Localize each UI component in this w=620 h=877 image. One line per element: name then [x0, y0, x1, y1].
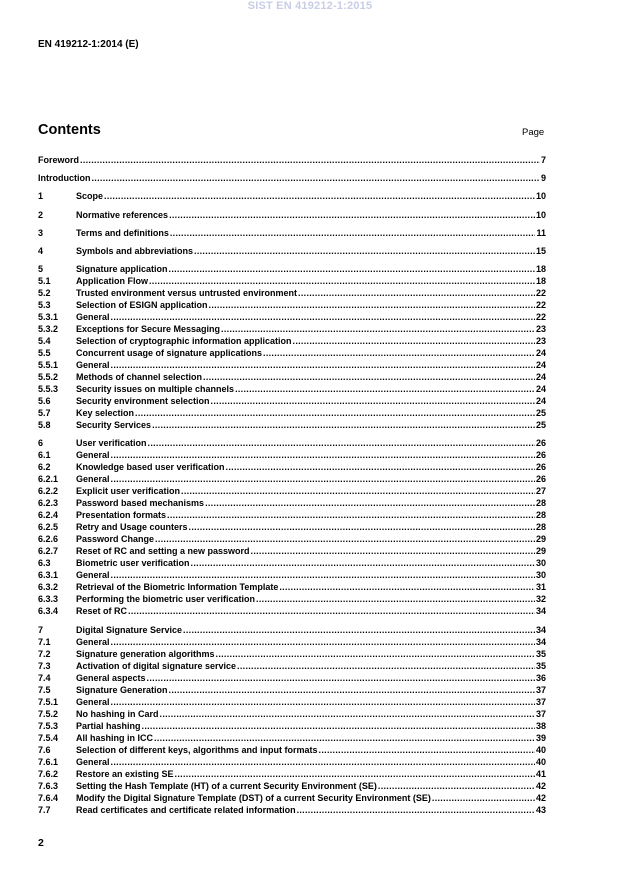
toc-entry-title: Selection of different keys, algorithms and input formats — [76, 744, 318, 755]
toc-entry-title: Partial hashing — [76, 720, 141, 731]
toc-entry[interactable] — [38, 462, 546, 474]
toc-entry-page: 10 — [535, 209, 546, 220]
toc-entry-title: Signature generation algorithms — [76, 648, 215, 659]
toc-entry-number: 4 — [38, 245, 44, 256]
toc-entry[interactable] — [38, 685, 546, 697]
toc-leader-dots — [226, 462, 535, 474]
toc-entry-page: 29 — [535, 546, 546, 557]
toc-entry-page: 25 — [535, 408, 546, 419]
toc-entry-number: 6.2.1 — [38, 474, 59, 485]
toc-entry[interactable] — [38, 300, 546, 312]
toc-entry-number: 5.5.3 — [38, 384, 59, 395]
toc-leader-dots — [279, 582, 535, 594]
toc-entry-title: Selection of ESIGN application — [76, 300, 208, 311]
toc-entry-title: General — [76, 636, 110, 647]
toc-leader-dots — [263, 348, 535, 360]
toc-entry-title: Key selection — [76, 408, 135, 419]
toc-entry-page: 24 — [535, 372, 546, 383]
toc-leader-dots — [183, 625, 535, 637]
toc-entry[interactable] — [38, 474, 546, 486]
toc-entry-number: 7.5.4 — [38, 732, 59, 743]
toc-entry-number: 2 — [38, 209, 44, 220]
toc-entry[interactable] — [38, 793, 546, 805]
toc-entry[interactable] — [38, 312, 546, 324]
toc-entry[interactable] — [38, 510, 546, 522]
toc-entry-number: 6.2.2 — [38, 486, 59, 497]
toc-entry-title: Read certificates and certificate related information — [76, 804, 296, 815]
toc-entry-page: 11 — [536, 227, 546, 238]
toc-entry[interactable] — [38, 396, 546, 408]
toc-entry-page: 26 — [535, 462, 546, 473]
toc-leader-dots — [235, 384, 535, 396]
toc-leader-dots — [142, 721, 535, 733]
toc-leader-dots — [216, 649, 535, 661]
toc-entry-title: Retrieval of the Biometric Information Template — [76, 582, 279, 593]
toc-entry-page: 10 — [535, 191, 546, 202]
toc-entry-number: 7.1 — [38, 636, 51, 647]
toc-leader-dots — [160, 709, 535, 721]
toc-entry-number: 5.5.1 — [38, 360, 59, 371]
toc-entry-title: General — [76, 450, 110, 461]
toc-leader-dots — [169, 210, 535, 222]
toc-leader-dots — [169, 264, 535, 276]
toc-entry-title: Modify the Digital Signature Template (DST) of a current Security Environment (SE) — [76, 792, 431, 803]
toc-entry[interactable] — [38, 733, 546, 745]
toc-entry-number: 5.3.1 — [38, 312, 59, 323]
toc-leader-dots — [256, 594, 535, 606]
toc-entry[interactable] — [38, 486, 546, 498]
toc-entry-title: Security environment selection — [76, 396, 210, 407]
toc-leader-dots — [319, 745, 535, 757]
table-of-contents — [38, 155, 546, 817]
toc-entry-title: All hashing in ICC — [76, 732, 154, 743]
toc-entry-number: 7.4 — [38, 672, 51, 683]
toc-entry-page: 24 — [535, 396, 546, 407]
toc-entry[interactable] — [38, 769, 546, 781]
toc-entry-number: 7 — [38, 624, 44, 635]
toc-entry-page: 23 — [535, 336, 546, 347]
toc-leader-dots — [167, 510, 535, 522]
toc-entry-number: 6.1 — [38, 450, 51, 461]
toc-entry-title: Explicit user verification — [76, 486, 181, 497]
toc-entry-number: 7.7 — [38, 804, 51, 815]
toc-entry-number: 6.2.6 — [38, 534, 59, 545]
toc-entry-page: 18 — [535, 264, 546, 275]
toc-entry-title: Signature Generation — [76, 684, 168, 695]
toc-entry[interactable] — [38, 570, 546, 582]
toc-entry-page: 37 — [535, 684, 546, 695]
toc-entry-title: Terms and definitions — [76, 227, 169, 238]
toc-entry-title: User verification — [76, 438, 147, 449]
toc-entry-number: 6.3 — [38, 558, 51, 569]
toc-entry-title: General — [76, 696, 110, 707]
toc-entry-page: 9 — [540, 173, 546, 184]
toc-entry-page: 24 — [535, 348, 546, 359]
toc-entry-title: Methods of channel selection — [76, 372, 203, 383]
toc-leader-dots — [155, 534, 535, 546]
toc-entry-page: 34 — [535, 636, 546, 647]
toc-entry-number: 5.6 — [38, 396, 51, 407]
toc-entry[interactable] — [38, 606, 546, 618]
toc-entry-number: 1 — [38, 191, 44, 202]
toc-entry-page: 28 — [535, 522, 546, 533]
toc-entry[interactable] — [38, 191, 546, 203]
toc-entry-page: 42 — [535, 780, 546, 791]
toc-entry-number: 7.6.1 — [38, 756, 59, 767]
toc-leader-dots — [237, 661, 535, 673]
toc-entry[interactable] — [38, 745, 546, 757]
toc-leader-dots — [209, 300, 535, 312]
toc-entry-title: Biometric user verification — [76, 558, 190, 569]
toc-entry-number: 7.5 — [38, 684, 51, 695]
toc-entry[interactable] — [38, 173, 546, 185]
toc-entry-number: 7.5.3 — [38, 720, 59, 731]
toc-entry-title: Reset of RC — [76, 606, 128, 617]
toc-leader-dots — [154, 733, 535, 745]
toc-entry-title: Signature application — [76, 264, 168, 275]
toc-entry-title: General — [76, 312, 110, 323]
toc-entry-title: Knowledge based user verification — [76, 462, 225, 473]
toc-leader-dots — [80, 155, 540, 167]
toc-leader-dots — [221, 324, 535, 336]
toc-entry-page: 28 — [535, 498, 546, 509]
toc-entry[interactable] — [38, 264, 546, 276]
page-number: 2 — [38, 837, 44, 849]
toc-entry-title: Activation of digital signature service — [76, 660, 237, 671]
toc-entry[interactable] — [38, 384, 546, 396]
toc-entry-title: Concurrent usage of signature applications — [76, 348, 263, 359]
toc-entry[interactable] — [38, 276, 546, 288]
toc-entry-page: 42 — [535, 792, 546, 803]
toc-entry-number: 5.5.2 — [38, 372, 59, 383]
toc-entry-page: 41 — [535, 768, 546, 779]
toc-entry-page: 24 — [535, 360, 546, 371]
toc-leader-dots — [297, 805, 535, 817]
toc-leader-dots — [169, 685, 535, 697]
toc-leader-dots — [135, 408, 535, 420]
toc-entry[interactable] — [38, 324, 546, 336]
toc-entry[interactable] — [38, 649, 546, 661]
toc-entry[interactable] — [38, 625, 546, 637]
toc-entry-page: 26 — [535, 438, 546, 449]
toc-entry-number: 3 — [38, 227, 44, 238]
toc-entry-page: 32 — [535, 594, 546, 605]
toc-entry-number: 7.2 — [38, 648, 51, 659]
toc-entry-page: 37 — [535, 696, 546, 707]
toc-entry-title: General aspects — [76, 672, 146, 683]
toc-entry-number: 5.3.2 — [38, 324, 59, 335]
toc-entry-page: 27 — [535, 486, 546, 497]
toc-leader-dots — [211, 396, 535, 408]
toc-entry-number: 6.3.3 — [38, 594, 59, 605]
toc-entry-number: 5.3 — [38, 300, 51, 311]
toc-entry-page: 29 — [535, 534, 546, 545]
toc-entry-number: 5 — [38, 264, 44, 275]
toc-entry[interactable] — [38, 805, 546, 817]
toc-entry[interactable] — [38, 450, 546, 462]
toc-entry-title: Restore an existing SE — [76, 768, 174, 779]
toc-entry-title: Selection of cryptographic information application — [76, 336, 292, 347]
toc-leader-dots — [128, 606, 535, 618]
toc-entry-number: 5.8 — [38, 420, 51, 431]
toc-entry-page: 30 — [535, 558, 546, 569]
toc-entry-page: 43 — [535, 804, 546, 815]
document-id: EN 419212-1:2014 (E) — [38, 39, 139, 50]
toc-leader-dots — [205, 498, 535, 510]
toc-entry[interactable] — [38, 288, 546, 300]
toc-entry-title: Retry and Usage counters — [76, 522, 188, 533]
toc-leader-dots — [111, 312, 535, 324]
toc-entry[interactable] — [38, 228, 546, 240]
toc-entry-title: Scope — [76, 191, 104, 202]
toc-entry-page: 26 — [535, 450, 546, 461]
toc-leader-dots — [203, 372, 535, 384]
toc-leader-dots — [298, 288, 535, 300]
toc-entry[interactable] — [38, 246, 546, 258]
toc-leader-dots — [111, 570, 535, 582]
toc-entry[interactable] — [38, 336, 546, 348]
toc-entry-number: 5.1 — [38, 276, 51, 287]
toc-entry[interactable] — [38, 594, 546, 606]
toc-leader-dots — [175, 769, 535, 781]
toc-entry-page: 22 — [535, 288, 546, 299]
toc-entry-page: 26 — [535, 474, 546, 485]
toc-entry[interactable] — [38, 522, 546, 534]
toc-leader-dots — [111, 474, 535, 486]
toc-entry-title: Introduction — [38, 173, 91, 184]
toc-leader-dots — [104, 191, 535, 203]
toc-entry[interactable] — [38, 757, 546, 769]
toc-leader-dots — [189, 522, 535, 534]
toc-entry[interactable] — [38, 360, 546, 372]
toc-entry-number: 7.5.2 — [38, 708, 59, 719]
toc-entry-number: 5.2 — [38, 288, 51, 299]
toc-entry[interactable] — [38, 210, 546, 222]
toc-entry-number: 7.3 — [38, 660, 51, 671]
toc-entry-number: 6.3.1 — [38, 570, 59, 581]
toc-entry-page: 23 — [535, 324, 546, 335]
toc-entry[interactable] — [38, 408, 546, 420]
toc-entry[interactable] — [38, 697, 546, 709]
toc-leader-dots — [111, 697, 535, 709]
toc-entry[interactable] — [38, 721, 546, 733]
page-column-label: Page — [522, 127, 545, 138]
toc-entry-page: 40 — [535, 756, 546, 767]
toc-entry-number: 6 — [38, 438, 44, 449]
toc-leader-dots — [111, 360, 535, 372]
toc-entry-number: 7.6.3 — [38, 780, 59, 791]
toc-leader-dots — [181, 486, 535, 498]
toc-entry-title: Trusted environment versus untrusted environment — [76, 288, 298, 299]
toc-entry-number: 7.6.2 — [38, 768, 59, 779]
toc-entry-title: Password based mechanisms — [76, 498, 205, 509]
toc-leader-dots — [378, 781, 535, 793]
toc-entry-page: 35 — [535, 660, 546, 671]
toc-entry[interactable] — [38, 709, 546, 721]
toc-entry-page: 40 — [535, 744, 546, 755]
toc-entry-title: Presentation formats — [76, 510, 167, 521]
toc-leader-dots — [191, 558, 535, 570]
toc-entry-title: Security Services — [76, 420, 152, 431]
toc-entry-number: 5.4 — [38, 336, 51, 347]
toc-entry-number: 6.2 — [38, 462, 51, 473]
toc-entry-number: 6.3.2 — [38, 582, 59, 593]
toc-entry-page: 15 — [535, 245, 546, 256]
toc-entry[interactable] — [38, 661, 546, 673]
toc-entry[interactable] — [38, 546, 546, 558]
toc-entry[interactable] — [38, 637, 546, 649]
toc-leader-dots — [251, 546, 535, 558]
toc-entry[interactable] — [38, 438, 546, 450]
toc-entry[interactable] — [38, 348, 546, 360]
contents-title: Contents — [38, 122, 101, 138]
toc-entry-page: 36 — [535, 672, 546, 683]
toc-leader-dots — [111, 757, 535, 769]
toc-entry-title: Foreword — [38, 155, 80, 165]
toc-entry[interactable] — [38, 781, 546, 793]
toc-entry[interactable] — [38, 420, 546, 432]
toc-leader-dots — [111, 637, 535, 649]
toc-leader-dots — [170, 228, 536, 240]
toc-entry-title: Setting the Hash Template (HT) of a current Security Environment (SE) — [76, 780, 377, 791]
toc-leader-dots — [148, 438, 535, 450]
watermark: SIST EN 419212-1:2015 — [247, 0, 373, 12]
toc-entry-number: 6.2.7 — [38, 546, 59, 557]
toc-entry-number: 7.6 — [38, 744, 51, 755]
toc-entry-page: 28 — [535, 510, 546, 521]
toc-entry-page: 39 — [535, 732, 546, 743]
toc-entry-page: 30 — [535, 570, 546, 581]
toc-entry-number: 5.5 — [38, 348, 51, 359]
toc-entry-title: Reset of RC and setting a new password — [76, 546, 250, 557]
toc-entry-title: Performing the biometric user verification — [76, 594, 256, 605]
toc-entry[interactable] — [38, 673, 546, 685]
toc-entry-page: 24 — [535, 384, 546, 395]
toc-entry-title: Normative references — [76, 209, 169, 220]
toc-entry-number: 7.5.1 — [38, 696, 59, 707]
toc-entry-page: 25 — [535, 420, 546, 431]
toc-leader-dots — [293, 336, 535, 348]
toc-entry-page: 18 — [535, 276, 546, 287]
toc-entry-title: Digital Signature Service — [76, 624, 183, 635]
toc-entry-page: 38 — [535, 720, 546, 731]
toc-leader-dots — [152, 420, 535, 432]
toc-entry-title: No hashing in Card — [76, 708, 159, 719]
toc-entry-number: 5.7 — [38, 408, 51, 419]
toc-leader-dots — [432, 793, 535, 805]
toc-entry[interactable] — [38, 582, 546, 594]
toc-leader-dots — [111, 450, 535, 462]
toc-leader-dots — [147, 673, 535, 685]
toc-entry-page: 22 — [535, 300, 546, 311]
toc-entry-page: 35 — [535, 648, 546, 659]
toc-entry-page: 34 — [535, 606, 546, 617]
toc-entry[interactable] — [38, 498, 546, 510]
toc-entry-number: 6.2.5 — [38, 522, 59, 533]
toc-entry-title: General — [76, 756, 110, 767]
toc-leader-dots — [92, 173, 540, 185]
toc-entry[interactable] — [38, 558, 546, 570]
toc-entry-title: General — [76, 570, 110, 581]
toc-entry-number: 7.6.4 — [38, 792, 59, 803]
toc-entry-title: General — [76, 474, 110, 485]
toc-entry-page: 37 — [535, 708, 546, 719]
toc-entry-title: Password Change — [76, 534, 155, 545]
toc-entry-title: Application Flow — [76, 276, 148, 287]
toc-entry-page: 34 — [535, 624, 546, 635]
toc-entry[interactable] — [38, 534, 546, 546]
toc-entry[interactable] — [38, 155, 546, 167]
toc-entry-title: General — [76, 360, 110, 371]
toc-entry-page: 22 — [535, 312, 546, 323]
toc-entry-number: 6.2.4 — [38, 510, 59, 521]
toc-entry-page: 31 — [535, 582, 546, 593]
toc-entry-title: Security issues on multiple channels — [76, 384, 235, 395]
toc-entry-title: Symbols and abbreviations — [76, 245, 194, 256]
toc-entry-number: 6.2.3 — [38, 498, 59, 509]
toc-leader-dots — [149, 276, 535, 288]
toc-entry-title: Exceptions for Secure Messaging — [76, 324, 221, 335]
toc-entry[interactable] — [38, 372, 546, 384]
toc-entry-number: 6.3.4 — [38, 606, 59, 617]
toc-entry-page: 7 — [540, 155, 546, 165]
toc-leader-dots — [194, 246, 535, 258]
